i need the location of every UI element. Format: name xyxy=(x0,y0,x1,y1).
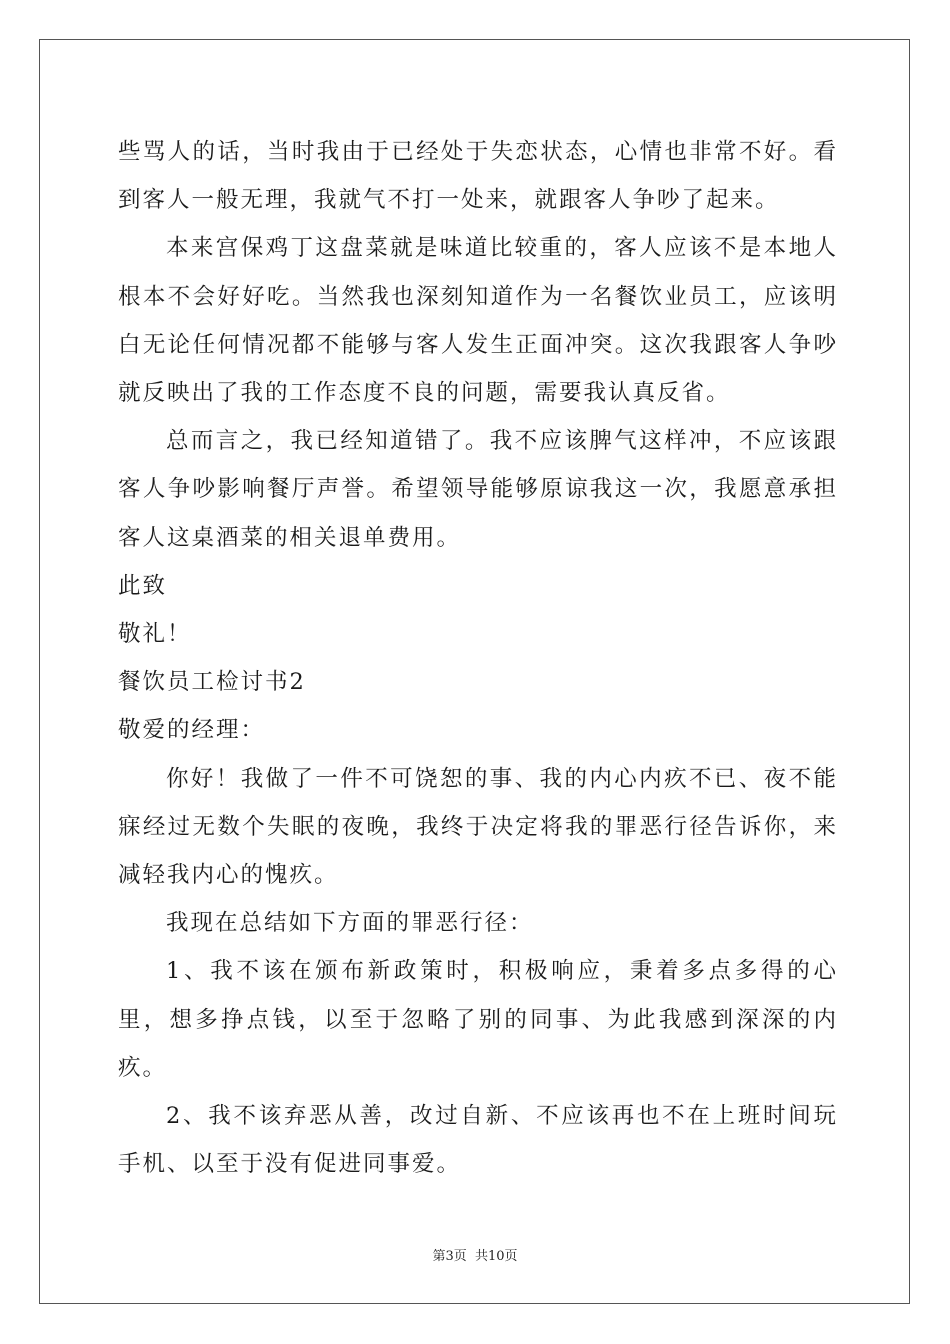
list-item: 1、我不该在颁布新政策时，积极响应，秉着多点多得的心里，想多挣点钱，以至于忽略了别的同事、为此我感到深深的内疚。 xyxy=(118,958,838,1081)
paragraph: 你好！我做了一件不可饶恕的事、我的内心内疚不已、夜不能寐经过无数个失眠的夜晚，我终于决定将我的罪恶行径告诉你，来减轻我内心的愧疚。 xyxy=(118,765,838,889)
closing-regards: 敬礼！ xyxy=(118,621,192,648)
paragraph: 本来宫保鸡丁这盘菜就是味道比较重的，客人应该不是本地人根本不会好好吃。当然我也深刻知道作为一名餐饮业员工，应该明白无论任何情况都不能够与客人发生正面冲突。这次我跟客人争吵就反映出了我的工作态度不良的问题，需要我认真反省。 xyxy=(118,235,838,407)
closing-salutation: 此致 xyxy=(118,572,168,599)
section-title: 餐饮员工检讨书2 xyxy=(118,669,306,696)
paragraph: 总而言之，我已经知道错了。我不应该脾气这样冲，不应该跟客人争吵影响餐厅声誉。希望领导能够原谅我这一次，我愿意承担客人这桌酒菜的相关退单费用。 xyxy=(118,428,838,551)
page-number: 第3页 xyxy=(432,1249,467,1264)
list-item: 2、我不该弃恶从善，改过自新、不应该再也不在上班时间玩手机、以至于没有促进同事爱。 xyxy=(118,1103,838,1178)
page-footer xyxy=(0,1245,950,1264)
greeting: 敬爱的经理： xyxy=(118,717,266,744)
page-total: 共10页 xyxy=(474,1249,518,1264)
paragraph: 我现在总结如下方面的罪恶行径： xyxy=(166,910,534,937)
paragraph: 些骂人的话，当时我由于已经处于失恋状态，心情也非常不好。看到客人一般无理，我就气不打一处来，就跟客人争吵了起来。 xyxy=(118,139,838,214)
document-body xyxy=(118,128,838,1188)
